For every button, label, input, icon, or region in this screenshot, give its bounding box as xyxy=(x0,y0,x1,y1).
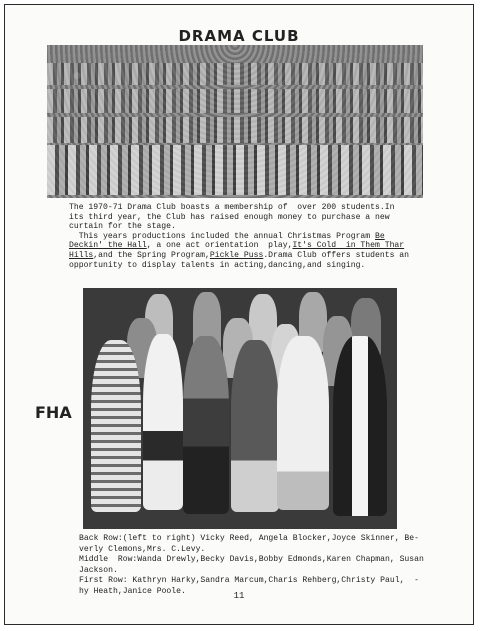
caption-line: Back Row:(left to right) Vicky Reed, Angela Blocker,Joyce Skinner, Be- xyxy=(79,534,419,543)
caption-line: .Drama Club offers students an xyxy=(263,250,410,260)
drama-club-photo xyxy=(47,45,423,198)
page-number: 11 xyxy=(233,591,245,601)
production-title: Pickle Puss xyxy=(209,250,264,260)
yearbook-page xyxy=(4,4,474,625)
production-title: It's Cold in Them Thar xyxy=(292,241,405,251)
photo-row-3 xyxy=(47,89,423,113)
member-figure xyxy=(277,336,329,510)
member-figure xyxy=(91,340,141,512)
page-title: DRAMA CLUB xyxy=(178,27,300,45)
member-figure xyxy=(333,336,387,516)
photo-row-2 xyxy=(47,117,423,143)
fha-members xyxy=(83,288,397,529)
member-figure xyxy=(143,334,183,510)
caption-line: This years productions included the annual Christmas Program xyxy=(69,231,375,241)
caption-line: The 1970-71 Drama Club boasts a membership of over 200 students.In xyxy=(69,203,395,212)
caption-line: hy Heath,Janice Poole. xyxy=(79,586,186,596)
fha-caption xyxy=(79,534,424,597)
fha-group-photo xyxy=(83,288,397,529)
caption-line: Jackson. xyxy=(79,565,118,575)
caption-line: verly Clemons,Mrs. C.Levy. xyxy=(79,544,206,554)
production-title: Deckin' the Hall xyxy=(69,241,147,251)
caption-line: ,and the Spring Program, xyxy=(93,250,210,260)
fha-label: FHA xyxy=(35,403,72,422)
caption-line: Middle Row:Wanda Drewly,Becky Davis,Bobby Edmonds,Karen Chapman, Susan xyxy=(79,555,424,564)
caption-line: curtain for the stage. xyxy=(69,222,176,232)
drama-caption xyxy=(69,203,427,270)
caption-line: , a one act orientation play, xyxy=(146,241,293,251)
caption-line: First Row: Kathryn Harky,Sandra Marcum,Charis Rehberg,Christy Paul, - xyxy=(79,576,419,585)
caption-line: its third year, the Club has raised enough money to purchase a new xyxy=(69,212,390,222)
photo-row-front xyxy=(47,145,423,195)
member-figure xyxy=(183,336,229,514)
member-figure xyxy=(231,340,279,512)
photo-row-back xyxy=(47,63,423,85)
production-title: Hills xyxy=(69,250,94,260)
production-title: Be xyxy=(375,231,385,241)
caption-line: opportunity to display talents in acting,dancing,and singing. xyxy=(69,260,366,270)
